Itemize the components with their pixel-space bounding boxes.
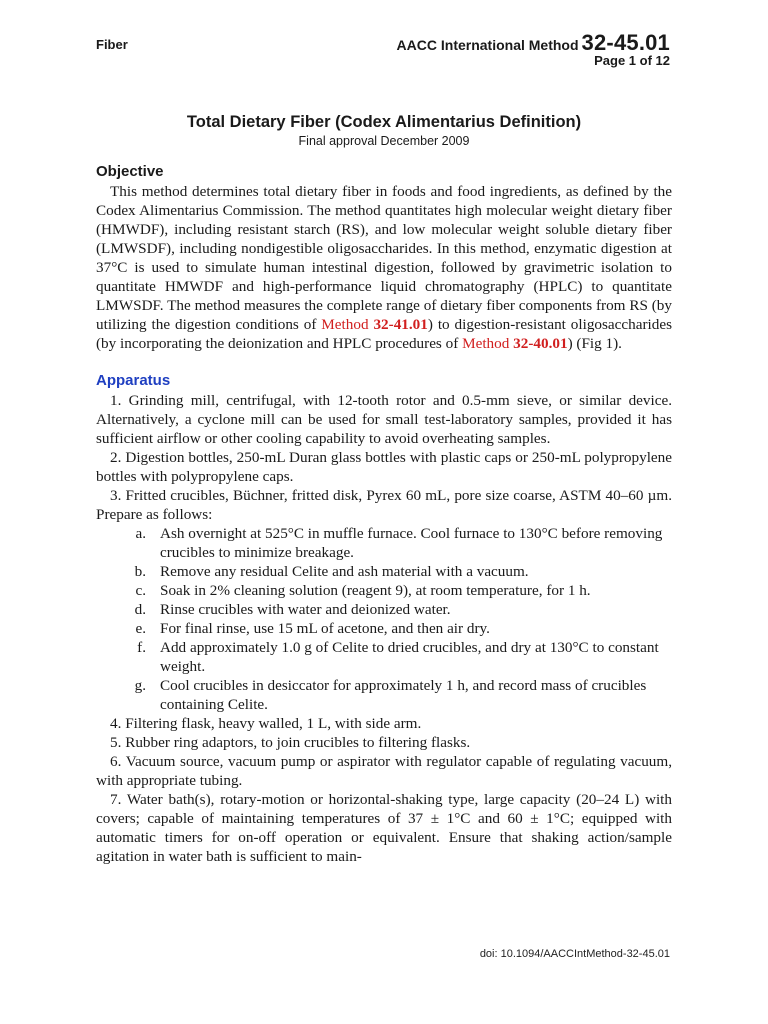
method-header [397,30,670,68]
apparatus-item-4: 4. Filtering flask, heavy walled, 1 L, with side arm. [110,715,422,732]
apparatus-item-5: 5. Rubber ring adaptors, to join crucibles to filtering flasks. [110,734,471,751]
apparatus-heading: Apparatus [96,372,171,389]
prep-step: a. Ash overnight at 525°C in muffle furnace. Cool furnace to 130°C before removing crucibles to minimize breakage. [135,525,663,561]
prep-step: c. Soak in 2% cleaning solution (reagent 9), at room temperature, for 1 h. [135,582,591,599]
method-32-41-link[interactable]: Method 32-41.01 [321,316,428,333]
method-number: 32-45.01 [581,30,670,55]
prep-step: e. For final rinse, use 15 mL of acetone, and then air dry. [135,620,490,637]
prep-step: d. Rinse crucibles with water and deionized water. [134,601,451,618]
document-body [96,162,672,866]
doi-footer: doi: 10.1094/AACCIntMethod-32-45.01 [479,948,670,960]
title-block [96,113,672,148]
objective-heading: Objective [96,163,164,180]
page-indicator: Page 1 of 12 [594,53,670,68]
apparatus-item-6: 6. Vacuum source, vacuum pump or aspirator with regulator capable of regulating vacuum, with appropriate tubing. [96,753,672,789]
page-title: Total Dietary Fiber (Codex Alimentarius Definition) [186,113,582,131]
apparatus-item-1: 1. Grinding mill, centrifugal, with 12-tooth rotor and 0.5-mm sieve, or similar device. Alternatively, a cyclone mill can be used for small test-laboratory samples, provided it has sufficient airflow or other cooling capability to avoid overheating samples. [96,392,672,447]
apparatus-item-3: 3. Fritted crucibles, Büchner, fritted disk, Pyrex 60 mL, pore size coarse, ASTM 40–60 µm. Prepare as follows: [96,487,672,523]
method-32-40-link[interactable]: Method 32-40.01 [462,335,568,352]
objective-paragraph: This method determines total dietary fiber in foods and food ingredients, as defined by the Codex Alimentarius Commission. The method quantitates high molecular weight dietary fiber (HMWDF), including resistant starch (RS), and low molecular weight soluble dietary fiber (LMWSDF), including nondigestible oligosaccharides. In this method, enzymatic digestion at 37°C is used to simulate human intestinal digestion, followed by gravimetric isolation to quantitate HMWDF and high-performance liquid chromatography (HPLC) to quantitate LMWSDF. The method measures the complete range of dietary fiber components from RS (by utilizing the digestion conditions of Method 32-41.01) to digestion-resistant oligosaccharides (by incorporating the deionization and HPLC procedures of Method 32-40.01) (Fig 1). [96,183,673,352]
prep-step: g. Cool crucibles in desiccator for approximately 1 h, and record mass of crucibles containing Celite. [134,677,647,713]
apparatus-item-7: 7. Water bath(s), rotary-motion or horizontal-shaking type, large capacity (20–24 L) with covers; capable of maintaining temperatures of 37 ± 1°C and 60 ± 1°C; equipped with automatic timers for on-off operation or equivalent. Ensure that shaking action/sample agitation in water bath is sufficient to main- [96,791,672,865]
section-label: Fiber [96,37,128,52]
approval-date: Final approval December 2009 [298,134,470,148]
prep-step: b. Remove any residual Celite and ash material with a vacuum. [134,563,529,580]
prep-step: f. Add approximately 1.0 g of Celite to dried crucibles, and dry at 130°C to constant weight. [137,639,659,675]
method-label: AACC International Method [396,37,579,53]
crucible-prep-steps [96,524,672,714]
apparatus-item-2: 2. Digestion bottles, 250-mL Duran glass bottles with plastic caps or 250-mL polypropylene bottles with polypropylene caps. [96,449,672,485]
